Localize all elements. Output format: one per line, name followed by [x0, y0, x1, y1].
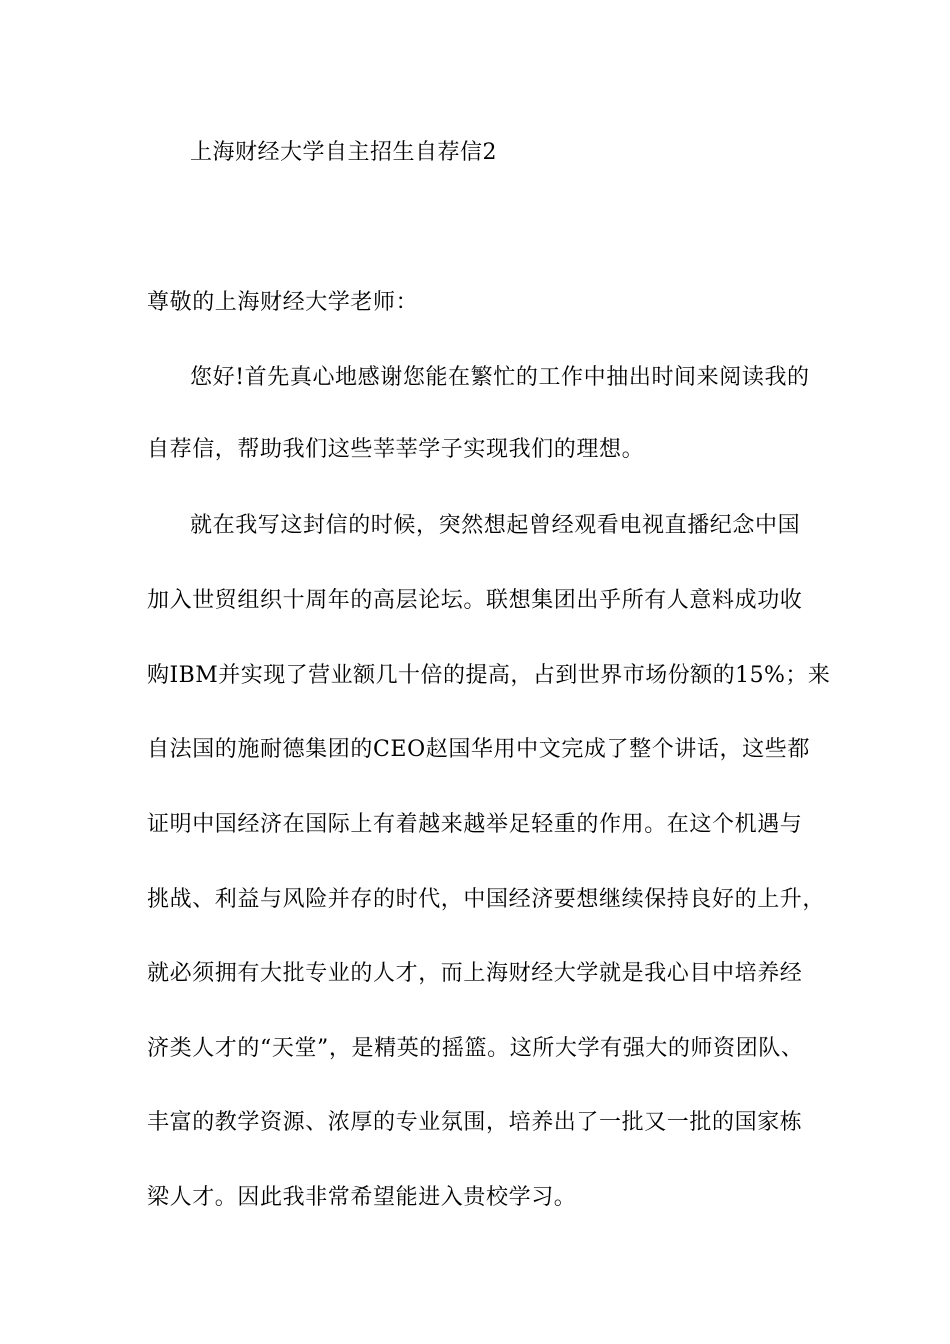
salutation: 尊敬的上海财经大学老师： [147, 290, 419, 315]
paragraph-line: 就在我写这封信的时候，突然想起曾经观看电视直播纪念中国 [190, 513, 801, 538]
paragraph-line: 自法国的施耐德集团的CEO赵国华用中文完成了整个讲话，这些都 [147, 737, 810, 762]
paragraph-line: 自荐信，帮助我们这些莘莘学子实现我们的理想。 [147, 437, 645, 462]
paragraph-line: 挑战、利益与风险并存的时代，中国经济要想继续保持良好的上升， [147, 887, 826, 912]
paragraph-line: 就必须拥有大批专业的人才，而上海财经大学就是我心目中培养经 [147, 961, 803, 986]
paragraph-line: 证明中国经济在国际上有着越来越举足轻重的作用。在这个机遇与 [147, 812, 803, 837]
paragraph-line: 购IBM并实现了营业额几十倍的提高，占到世界市场份额的15%；来 [147, 663, 831, 688]
document-title: 上海财经大学自主招生自荐信2 [190, 140, 497, 165]
paragraph-line: 济类人才的“天堂”，是精英的摇篮。这所大学有强大的师资团队、 [147, 1036, 804, 1061]
paragraph-line: 梁人才。因此我非常希望能进入贵校学习。 [147, 1185, 577, 1210]
paragraph-line: 您好!首先真心地感谢您能在繁忙的工作中抽出时间来阅读我的 [190, 365, 810, 390]
paragraph-line: 丰富的教学资源、浓厚的专业氛围，培养出了一批又一批的国家栋 [147, 1110, 803, 1135]
paragraph-line: 加入世贸组织十周年的高层论坛。联想集团出乎所有人意料成功收 [147, 588, 803, 613]
